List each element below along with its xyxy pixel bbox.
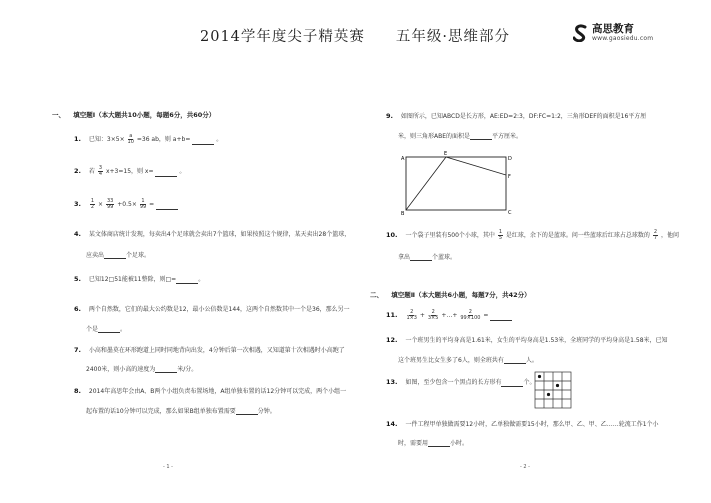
- question-number: 7.: [74, 346, 81, 354]
- numerator: 33: [106, 198, 114, 204]
- answer-blank[interactable]: [155, 170, 177, 177]
- question-9-line2: [398, 131, 522, 140]
- answer-blank[interactable]: [490, 314, 512, 321]
- denominator: 4: [98, 171, 103, 177]
- q10-pre: 一个袋子里装有500个小球，其中: [405, 232, 495, 239]
- logo-url: www.gaosiedu.com: [592, 35, 654, 42]
- label-f: F: [508, 174, 511, 180]
- question-4-line2: [86, 250, 150, 259]
- question-7: [74, 346, 364, 355]
- q11-post: =: [483, 312, 489, 319]
- answer-blank[interactable]: [104, 252, 126, 259]
- q14-text: 一件工程甲单独做需要12小时，乙单独做需要15小时，那么甲、乙、甲、乙……轮流工作1个小: [405, 421, 659, 428]
- fraction: [460, 310, 480, 321]
- label-b: B: [401, 211, 405, 217]
- question-number: 4.: [74, 230, 81, 238]
- denominator: 99×100: [460, 315, 481, 321]
- q4-line2: 应卖出: [86, 252, 105, 259]
- q1-post: 。: [216, 136, 223, 143]
- label-c: C: [508, 210, 512, 216]
- section-1-title: 填空题Ⅰ（本大题共10小题，每题6分，共60分）: [73, 111, 216, 119]
- section-2-title: 填空题Ⅱ（本大题共6小题，每题7分，共42分）: [391, 291, 531, 299]
- question-11: [386, 310, 512, 321]
- numerator: 2: [468, 309, 472, 315]
- q7-line2: 2400米，则小高的速度为: [86, 366, 156, 373]
- question-number: 3.: [74, 200, 81, 208]
- section-1-label: 一、: [52, 111, 65, 119]
- denominator: 2: [90, 204, 95, 210]
- q10-mid: 是红球，余下的是蓝球。问一些蓝球后红球占总球数的: [505, 232, 650, 239]
- question-number: 14.: [386, 420, 398, 428]
- question-9: [386, 112, 676, 121]
- q2-post: 。: [179, 168, 186, 175]
- label-a: A: [401, 156, 405, 162]
- question-12: [386, 336, 686, 345]
- question-6-line2: [86, 324, 126, 333]
- rectangle-figure: [398, 150, 518, 218]
- question-number: 6.: [74, 305, 81, 313]
- q6-text: 两个自然数，它们的最大公约数是12，最小公倍数是144，这两个自然数其中一个是36，那么另一: [88, 306, 350, 313]
- answer-blank[interactable]: [156, 203, 178, 210]
- denominator: 10: [127, 139, 134, 145]
- numerator: 2: [431, 309, 435, 315]
- q4-line2-post: 个足球。: [126, 252, 151, 259]
- question-14: [386, 420, 686, 429]
- numerator: a: [129, 133, 133, 139]
- q7-text: 小高和墨莫在环形跑道上同时同地背向出发，4分钟后第一次相遇，又知道第十次相遇时小高跑了: [88, 347, 345, 354]
- q14-line2-post: 小时。: [450, 440, 469, 447]
- page-number-right: - 2 -: [520, 464, 530, 470]
- section-1-heading: [52, 110, 215, 119]
- question-number: 12.: [386, 336, 398, 344]
- fraction: [653, 230, 658, 241]
- label-d: D: [508, 156, 512, 162]
- question-8: [74, 387, 364, 396]
- black-dot: [538, 375, 541, 378]
- q12-line2-post: 人。: [525, 357, 538, 364]
- denominator: 99: [139, 204, 147, 210]
- fraction: [140, 199, 146, 210]
- q10-line2-post: 个蓝球。: [432, 254, 457, 261]
- q10-line2: 拿出: [398, 254, 411, 261]
- q10-post: ，他问: [660, 232, 679, 239]
- answer-blank[interactable]: [192, 138, 214, 145]
- denominator: 1×3: [406, 315, 417, 321]
- q8-line2-post: 分钟。: [257, 408, 276, 415]
- question-13: [386, 378, 535, 387]
- question-5: [74, 275, 204, 284]
- q2-pre: 若: [88, 168, 95, 175]
- question-3: [74, 199, 178, 210]
- q14-line2: 时，需要用: [398, 440, 429, 447]
- fraction: [498, 230, 503, 241]
- numerator: 3: [98, 165, 103, 171]
- numerator: 1: [498, 229, 502, 235]
- brand-logo: [573, 24, 653, 42]
- question-2: [74, 166, 185, 177]
- page-title: 2014学年度尖子精英赛 五年级·思维部分: [200, 29, 511, 45]
- denominator: 3×5: [427, 315, 439, 321]
- question-4: [74, 230, 364, 239]
- answer-blank[interactable]: [236, 408, 258, 415]
- label-e: E: [444, 151, 448, 157]
- q8-line2: 起布置的话10分钟可以完成，那么如果B组单独布置需要: [86, 408, 236, 415]
- question-number: 11.: [386, 311, 398, 319]
- numerator: 1: [90, 198, 95, 204]
- rectangle-abcd: [406, 157, 506, 210]
- q9-line2: 米，则三角形ABE的面积是: [398, 133, 471, 140]
- q6-line2-post: 。: [120, 326, 127, 333]
- q9-line2-post: 平方厘米。: [492, 133, 523, 140]
- q9-text: 如图所示，已知ABCD是长方形，AE:ED=2:3，DF:FC=1:2，三角形DEF的面积是16平方厘: [400, 113, 647, 120]
- q11-op2: +…+: [441, 312, 458, 319]
- question-number: 8.: [74, 387, 81, 395]
- question-number: 1.: [74, 135, 81, 143]
- fraction: [90, 199, 95, 210]
- gaosi-logo-icon: [573, 24, 589, 42]
- question-10: [386, 230, 679, 241]
- answer-blank[interactable]: [176, 277, 198, 284]
- denominator: 99: [106, 204, 114, 210]
- q7-line2-post: 米/分。: [177, 366, 198, 373]
- q3-post: =: [149, 201, 155, 208]
- fraction: [428, 310, 439, 321]
- q12-line2: 这个班男生比女生多了6人，则全班共有: [398, 357, 504, 364]
- q4-text: 某文体商店统计发现，每卖出4个足球就会卖出7个篮球，如果按照这个规律，某天卖出28个篮球，: [88, 231, 351, 238]
- question-12-line2: [398, 355, 538, 364]
- denominator: 5: [498, 235, 502, 241]
- q13-text: 如图，至少包含一个黑点的长方形有: [405, 379, 502, 386]
- question-number: 9.: [386, 112, 393, 120]
- page-number-left: - 1 -: [163, 464, 173, 470]
- q11-op: +: [419, 312, 425, 319]
- black-dot: [547, 393, 550, 396]
- q13-post: 个。: [523, 379, 536, 386]
- denominator: 7: [653, 235, 658, 241]
- q12-text: 一个班男生的平均身高是1.61米，女生的平均身高是1.53米，全班同学的平均身高是1.58米，已知: [405, 337, 668, 344]
- logo-name: 高思教育: [592, 23, 634, 35]
- answer-blank[interactable]: [470, 133, 492, 140]
- fraction: [106, 199, 114, 210]
- question-number: 2.: [74, 167, 81, 175]
- answer-blank[interactable]: [428, 440, 450, 447]
- q8-text: 2014年高思年会由A、B两个小组负责布置场地，A组单独布置的话12分钟可以完成，两个小组一: [88, 388, 347, 395]
- answer-blank[interactable]: [155, 366, 177, 373]
- numerator: 1: [141, 198, 145, 204]
- q6-line2: 个是: [86, 326, 99, 333]
- q1-pre: 已知：3×5×: [88, 136, 125, 143]
- numerator: 2: [410, 309, 414, 315]
- fraction: [406, 310, 417, 321]
- question-7-line2: [86, 364, 197, 373]
- answer-blank[interactable]: [410, 254, 432, 261]
- question-8-line2: [86, 406, 276, 415]
- question-number: 5.: [74, 275, 81, 283]
- q1-mid: =36 ab，则 a+b=: [136, 136, 191, 143]
- answer-blank[interactable]: [98, 326, 120, 333]
- section-2-heading: [370, 290, 531, 299]
- figure-lines: [406, 157, 506, 210]
- q3-op2: +0.5×: [117, 201, 137, 208]
- q3-op: ×: [98, 201, 104, 208]
- answer-blank[interactable]: [504, 357, 526, 364]
- question-14-line2: [398, 438, 468, 447]
- section-2-label: 二、: [370, 291, 383, 299]
- question-1: [74, 134, 222, 145]
- grid-figure: [533, 370, 575, 412]
- fraction: [98, 166, 103, 177]
- question-number: 13.: [386, 378, 398, 386]
- question-number: 10.: [386, 231, 398, 239]
- answer-blank[interactable]: [501, 380, 523, 387]
- question-6: [74, 305, 364, 314]
- q2-mid: x+3=15，则 x=: [105, 168, 154, 175]
- question-10-line2: [398, 252, 456, 261]
- black-dot: [556, 384, 559, 387]
- q5-post: 。: [198, 276, 205, 283]
- numerator: 2: [653, 229, 658, 235]
- fraction: [128, 134, 134, 145]
- q5-text: 已知12□51能被11整除，则□=: [88, 276, 177, 283]
